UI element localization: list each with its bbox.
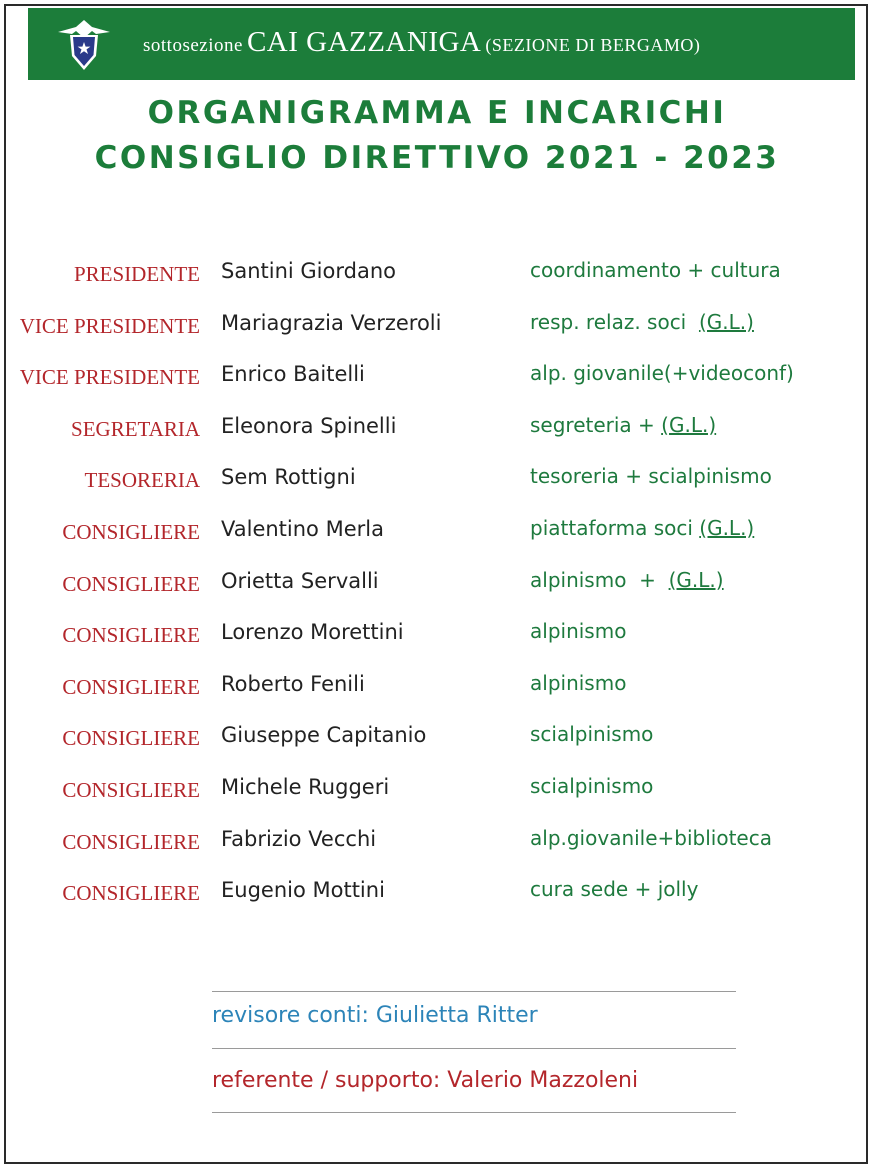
council-member-row bbox=[0, 720, 874, 760]
member-name: Orietta Servalli bbox=[221, 568, 379, 593]
page-title-line-1: ORGANIGRAMMA E INCARICHI bbox=[147, 95, 727, 131]
member-name: Roberto Fenili bbox=[221, 671, 365, 696]
gl-group-tag: (G.L.) bbox=[661, 412, 717, 437]
member-task-text: resp. relaz. soci bbox=[530, 309, 699, 334]
member-role: VICE PRESIDENTE bbox=[19, 313, 200, 338]
member-role: CONSIGLIERE bbox=[62, 623, 200, 648]
member-name: Mariagrazia Verzeroli bbox=[221, 310, 442, 335]
member-role: CONSIGLIERE bbox=[62, 881, 200, 906]
member-name: Sem Rottigni bbox=[221, 465, 356, 490]
member-task-text: alpinismo bbox=[530, 670, 627, 695]
member-role: CONSIGLIERE bbox=[62, 571, 200, 596]
member-task-text: cura sede + jolly bbox=[530, 877, 699, 902]
member-task bbox=[530, 361, 794, 385]
member-task bbox=[530, 310, 754, 334]
member-role: CONSIGLIERE bbox=[62, 829, 200, 854]
member-task bbox=[530, 464, 772, 488]
council-member-row bbox=[0, 308, 874, 348]
member-task bbox=[530, 516, 754, 540]
member-name: Giuseppe Capitanio bbox=[221, 723, 427, 748]
member-task-text: alpinismo + bbox=[530, 567, 669, 592]
member-role: CONSIGLIERE bbox=[62, 674, 200, 699]
member-name: Michele Ruggeri bbox=[221, 775, 390, 799]
member-task-text: segreteria + bbox=[530, 412, 662, 437]
member-task bbox=[530, 568, 724, 592]
member-name: Valentino Merla bbox=[221, 517, 384, 541]
member-role: VICE PRESIDENTE bbox=[19, 365, 200, 390]
member-name: Enrico Baitelli bbox=[221, 362, 365, 387]
member-task-text: scialpinismo bbox=[530, 774, 654, 798]
member-role: TESORERIA bbox=[84, 468, 200, 493]
member-name: Fabrizio Vecchi bbox=[221, 826, 377, 851]
header-parent-section: (SEZIONE DI BERGAMO) bbox=[485, 35, 701, 55]
member-task bbox=[530, 774, 653, 798]
gl-group-tag: (G.L.) bbox=[668, 567, 724, 592]
member-name: Eleonora Spinelli bbox=[221, 413, 397, 438]
member-task bbox=[530, 619, 626, 643]
council-member-row bbox=[0, 514, 874, 554]
member-task-text: coordinamento + cultura bbox=[530, 258, 781, 282]
member-task-text: alp. giovanile(+videoconf) bbox=[530, 361, 794, 386]
member-task-text: scialpinismo bbox=[530, 722, 654, 747]
member-task-text: alpinismo bbox=[530, 619, 627, 644]
member-role: CONSIGLIERE bbox=[62, 778, 200, 802]
revisore-conti: revisore conti: Giulietta Ritter bbox=[212, 1003, 538, 1028]
member-task-text: piattaforma soci bbox=[530, 516, 700, 540]
council-member-row bbox=[0, 824, 874, 864]
member-task-text: alp.giovanile+biblioteca bbox=[530, 825, 772, 850]
divider-middle bbox=[212, 1048, 736, 1049]
page-title-line-2: CONSIGLIO DIRETTIVO 2021 - 2023 bbox=[94, 140, 780, 176]
cai-logo-icon bbox=[56, 18, 112, 74]
member-role: CONSIGLIERE bbox=[62, 726, 200, 751]
council-member-row bbox=[0, 256, 874, 296]
referente-supporto: referente / supporto: Valerio Mazzoleni bbox=[212, 1068, 639, 1093]
divider-bottom bbox=[212, 1112, 736, 1113]
member-task bbox=[530, 826, 772, 850]
council-member-row bbox=[0, 462, 874, 502]
council-member-row bbox=[0, 669, 874, 709]
council-member-row bbox=[0, 411, 874, 451]
gl-group-tag: (G.L.) bbox=[699, 516, 755, 540]
header-prefix: sottosezione bbox=[143, 35, 243, 56]
member-task bbox=[530, 877, 698, 901]
council-member-row bbox=[0, 617, 874, 657]
member-role: SEGRETARIA bbox=[71, 416, 200, 441]
member-task bbox=[530, 671, 626, 695]
header-section-name: CAI GAZZANIGA bbox=[246, 26, 482, 58]
divider-top bbox=[212, 991, 736, 992]
member-name: Eugenio Mottini bbox=[221, 878, 385, 903]
member-name: Lorenzo Morettini bbox=[221, 620, 404, 645]
member-name: Santini Giordano bbox=[221, 259, 396, 283]
council-member-row bbox=[0, 566, 874, 606]
member-role: CONSIGLIERE bbox=[62, 520, 200, 544]
member-role: PRESIDENTE bbox=[74, 262, 200, 286]
member-task bbox=[530, 258, 781, 282]
member-task-text: tesoreria + scialpinismo bbox=[530, 464, 772, 489]
member-task bbox=[530, 413, 716, 437]
council-member-row bbox=[0, 875, 874, 915]
council-member-row bbox=[0, 772, 874, 812]
header-title bbox=[143, 26, 700, 59]
gl-group-tag: (G.L.) bbox=[698, 309, 754, 334]
council-member-row bbox=[0, 359, 874, 399]
member-task bbox=[530, 722, 653, 746]
